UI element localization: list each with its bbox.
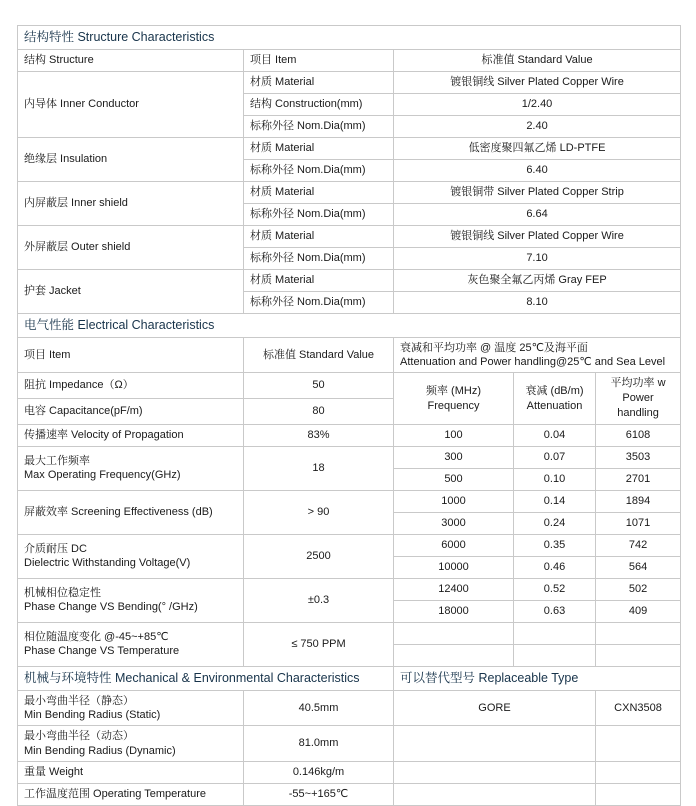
label-en: Min Bending Radius (Static) xyxy=(24,709,161,722)
item-value: 镀银铜线 Silver Plated Copper Wire xyxy=(394,71,681,93)
label-en: Min Bending Radius (Dynamic) xyxy=(24,744,176,757)
power-value: 1894 xyxy=(596,490,681,512)
replaceable-empty xyxy=(596,761,681,783)
item-label: 标称外径 Nom.Dia(mm) xyxy=(244,247,394,269)
item-value: 2.40 xyxy=(394,115,681,137)
electrical-item-label xyxy=(18,446,244,490)
col-header-standard-value-electrical: 标准值 Standard Value xyxy=(244,337,394,373)
section-header-replaceable-type: 可以替代型号 Replaceable Type xyxy=(394,666,681,690)
power-value-empty xyxy=(596,644,681,666)
item-label: 标称外径 Nom.Dia(mm) xyxy=(244,159,394,181)
item-label: 材质 Material xyxy=(244,181,394,203)
power-value: 742 xyxy=(596,534,681,556)
attenuation-value: 0.52 xyxy=(514,578,596,600)
label-en: Phase Change VS Bending(° /GHz) xyxy=(24,601,198,614)
electrical-item-value: 18 xyxy=(244,446,394,490)
label-cn: 相位随温度变化 @-45~+85℃ xyxy=(24,631,169,644)
attenuation-label-en: Attenuation xyxy=(526,399,583,412)
frequency-value: 1000 xyxy=(394,490,514,512)
label-cn: 工作温度范围 Operating Temperature xyxy=(24,788,206,801)
electrical-item-value: ±0.3 xyxy=(244,578,394,622)
mechanical-item-value: 40.5mm xyxy=(244,690,394,726)
table-row xyxy=(18,225,681,247)
specification-table xyxy=(17,25,681,806)
table-row xyxy=(18,783,681,805)
col-header-standard-value: 标准值 Standard Value xyxy=(394,49,681,71)
attenuation-value: 0.46 xyxy=(514,556,596,578)
column-header-row-electrical xyxy=(18,337,681,373)
replaceable-empty xyxy=(596,726,681,762)
power-value: 502 xyxy=(596,578,681,600)
section-header-structure: 结构特性 Structure Characteristics xyxy=(18,26,681,50)
item-value: 灰色聚全氟乙丙烯 Gray FEP xyxy=(394,269,681,291)
section-header-row-structure xyxy=(18,26,681,50)
col-header-structure: 结构 Structure xyxy=(18,49,244,71)
attenuation-value: 0.14 xyxy=(514,490,596,512)
power-label-en2: handling xyxy=(617,407,659,420)
frequency-value: 6000 xyxy=(394,534,514,556)
label-cn: 电容 Capacitance(pF/m) xyxy=(24,405,143,418)
electrical-item-value: ≤ 750 PPM xyxy=(244,622,394,666)
table-row xyxy=(18,424,681,446)
group-label-inner-conductor: 内导体 Inner Conductor xyxy=(18,71,244,137)
table-row xyxy=(18,534,681,556)
mechanical-item-label xyxy=(18,726,244,762)
attenuation-header-en: Attenuation and Power handling@25℃ and Sea Level xyxy=(400,356,666,369)
label-cn: 最大工作频率 xyxy=(24,455,90,468)
item-value: 6.40 xyxy=(394,159,681,181)
group-label-jacket: 护套 Jacket xyxy=(18,269,244,313)
attenuation-value: 0.63 xyxy=(514,600,596,622)
group-label-outer-shield: 外屏蔽层 Outer shield xyxy=(18,225,244,269)
table-row xyxy=(18,761,681,783)
att-col-header-attenuation xyxy=(514,373,596,425)
item-value: 6.64 xyxy=(394,203,681,225)
electrical-item-label xyxy=(18,373,244,399)
table-row xyxy=(18,446,681,468)
electrical-item-label xyxy=(18,424,244,446)
label-cn: 传播速率 Velocity of Propagation xyxy=(24,428,184,441)
mechanical-item-value: 81.0mm xyxy=(244,726,394,762)
section-header-electrical: 电气性能 Electrical Characteristics xyxy=(18,313,681,337)
electrical-item-value: 2500 xyxy=(244,534,394,578)
section-header-row-electrical xyxy=(18,313,681,337)
item-value: 1/2.40 xyxy=(394,93,681,115)
attenuation-value-empty xyxy=(514,644,596,666)
frequency-value: 500 xyxy=(394,468,514,490)
replaceable-empty xyxy=(394,726,596,762)
electrical-item-label xyxy=(18,578,244,622)
attenuation-value: 0.04 xyxy=(514,424,596,446)
section-header-row-mechanical xyxy=(18,666,681,690)
item-value: 8.10 xyxy=(394,291,681,313)
frequency-value: 18000 xyxy=(394,600,514,622)
col-header-attenuation-power xyxy=(394,337,681,373)
electrical-item-label xyxy=(18,490,244,534)
electrical-item-value: > 90 xyxy=(244,490,394,534)
power-label-cn: 平均功率 w xyxy=(610,377,666,390)
item-label: 材质 Material xyxy=(244,269,394,291)
electrical-item-value: 83% xyxy=(244,424,394,446)
power-value-empty xyxy=(596,622,681,644)
table-row xyxy=(18,490,681,512)
electrical-item-label xyxy=(18,399,244,425)
col-header-item: 项目 Item xyxy=(244,49,394,71)
mechanical-item-label xyxy=(18,690,244,726)
label-cn: 机械相位稳定性 xyxy=(24,587,101,600)
column-header-row-structure xyxy=(18,49,681,71)
attenuation-header-cn: 衰减和平均功率 @ 温度 25℃及海平面 xyxy=(400,341,588,354)
replaceable-model: CXN3508 xyxy=(596,690,681,726)
attenuation-value: 0.35 xyxy=(514,534,596,556)
power-value: 3503 xyxy=(596,446,681,468)
table-row xyxy=(18,137,681,159)
label-cn: 阻抗 Impedance（Ω） xyxy=(24,379,134,392)
attenuation-value: 0.10 xyxy=(514,468,596,490)
mechanical-item-label xyxy=(18,761,244,783)
label-cn: 最小弯曲半径（动态） xyxy=(24,730,134,743)
att-col-header-power xyxy=(596,373,681,425)
item-value: 低密度聚四氟乙烯 LD-PTFE xyxy=(394,137,681,159)
group-label-inner-shield: 内屏蔽层 Inner shield xyxy=(18,181,244,225)
group-label-insulation: 绝缘层 Insulation xyxy=(18,137,244,181)
mechanical-item-value: -55~+165℃ xyxy=(244,783,394,805)
item-label: 结构 Construction(mm) xyxy=(244,93,394,115)
table-row xyxy=(18,373,681,399)
frequency-value-empty xyxy=(394,644,514,666)
table-row xyxy=(18,622,681,644)
frequency-value: 3000 xyxy=(394,512,514,534)
table-row xyxy=(18,690,681,726)
frequency-value: 100 xyxy=(394,424,514,446)
power-value: 2701 xyxy=(596,468,681,490)
att-col-header-frequency xyxy=(394,373,514,425)
frequency-value-empty xyxy=(394,622,514,644)
power-value: 409 xyxy=(596,600,681,622)
item-label: 材质 Material xyxy=(244,71,394,93)
item-label: 标称外径 Nom.Dia(mm) xyxy=(244,203,394,225)
power-value: 6108 xyxy=(596,424,681,446)
label-en: Max Operating Frequency(GHz) xyxy=(24,469,181,482)
mechanical-item-label xyxy=(18,783,244,805)
item-label: 材质 Material xyxy=(244,225,394,247)
replaceable-empty xyxy=(596,783,681,805)
replaceable-empty xyxy=(394,761,596,783)
table-row xyxy=(18,181,681,203)
label-en: Phase Change VS Temperature xyxy=(24,645,180,658)
frequency-label-en: Frequency xyxy=(427,399,480,412)
item-value: 镀银铜带 Silver Plated Copper Strip xyxy=(394,181,681,203)
power-value: 564 xyxy=(596,556,681,578)
table-row xyxy=(18,726,681,762)
item-label: 材质 Material xyxy=(244,137,394,159)
table-row xyxy=(18,578,681,600)
frequency-value: 300 xyxy=(394,446,514,468)
item-value: 镀银铜线 Silver Plated Copper Wire xyxy=(394,225,681,247)
mechanical-item-value: 0.146kg/m xyxy=(244,761,394,783)
electrical-item-label xyxy=(18,534,244,578)
label-cn: 重量 Weight xyxy=(24,766,84,779)
col-header-item-electrical: 项目 Item xyxy=(18,337,244,373)
attenuation-value: 0.24 xyxy=(514,512,596,534)
label-cn: 屏蔽效率 Screening Effectiveness (dB) xyxy=(24,505,213,518)
label-cn: 最小弯曲半径（静态） xyxy=(24,694,134,707)
frequency-label-cn: 频率 (MHz) xyxy=(426,384,481,397)
replaceable-empty xyxy=(394,783,596,805)
item-label: 标称外径 Nom.Dia(mm) xyxy=(244,291,394,313)
attenuation-value: 0.07 xyxy=(514,446,596,468)
label-en: Dielectric Withstanding Voltage(V) xyxy=(24,557,191,570)
table-row xyxy=(18,269,681,291)
attenuation-value-empty xyxy=(514,622,596,644)
item-label: 标称外径 Nom.Dia(mm) xyxy=(244,115,394,137)
power-label-en1: Power xyxy=(622,392,654,405)
section-header-mechanical: 机械与环境特性 Mechanical & Environmental Characteristics xyxy=(18,666,394,690)
electrical-item-value: 50 xyxy=(244,373,394,399)
electrical-item-value: 80 xyxy=(244,399,394,425)
table-row xyxy=(18,71,681,93)
replaceable-brand: GORE xyxy=(394,690,596,726)
frequency-value: 10000 xyxy=(394,556,514,578)
electrical-item-label xyxy=(18,622,244,666)
item-value: 7.10 xyxy=(394,247,681,269)
label-cn: 介质耐压 DC xyxy=(24,543,87,556)
attenuation-label-cn: 衰减 (dB/m) xyxy=(525,384,584,397)
power-value: 1071 xyxy=(596,512,681,534)
frequency-value: 12400 xyxy=(394,578,514,600)
